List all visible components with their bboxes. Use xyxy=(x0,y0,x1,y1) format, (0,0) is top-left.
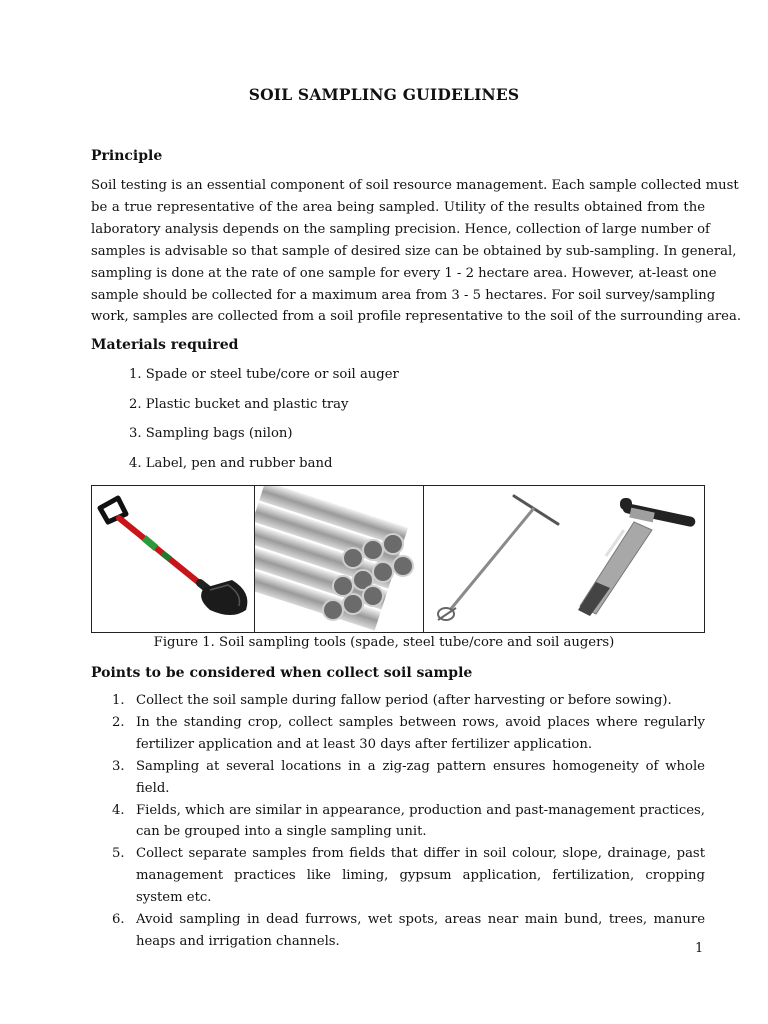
materials-heading: Materials required xyxy=(91,337,239,353)
principle-line: samples is advisable so that sample of desired size can be obtained by sub-sampling. In general, xyxy=(91,243,737,259)
list-item-text: Fields, which are similar in appearance, production and past-management practices, can be grouped into a single sampling unit. xyxy=(136,802,705,840)
figure-caption: Figure 1. Soil sampling tools (spade, steel tube/core and soil augers) xyxy=(153,635,615,650)
steel-tubes-image xyxy=(255,486,424,632)
list-item-number: 4. xyxy=(112,802,125,818)
materials-item: 1. Spade or steel tube/core or soil auger xyxy=(129,367,399,382)
principle-line: sample should be collected for a maximum area from 3 - 5 hectares. For soil survey/sampling xyxy=(91,287,716,303)
list-item xyxy=(91,909,705,953)
principle-line: Soil testing is an essential component of soil resource management. Each sample collected must xyxy=(91,178,739,193)
soil-augers-image xyxy=(424,486,704,632)
materials-item: 2. Plastic bucket and plastic tray xyxy=(129,397,349,412)
list-item-text: Collect separate samples from fields that differ in soil colour, slope, drainage, past management practices like liming, gypsum application, fertilization, cropping system etc. xyxy=(136,846,705,906)
list-item-text: Sampling at several locations in a zig-zag pattern ensures homogeneity of whole field. xyxy=(136,758,705,796)
list-item-number: 3. xyxy=(112,758,125,774)
list-item-number: 2. xyxy=(112,714,125,730)
materials-item: 4. Label, pen and rubber band xyxy=(129,456,333,471)
list-item-text: In the standing crop, collect samples between rows, avoid places where regularly fertilizer application and at least 30 days after fertilizer application. xyxy=(136,714,705,752)
list-item xyxy=(91,800,705,844)
list-item-text: Collect the soil sample during fallow period (after harvesting or before sowing). xyxy=(136,693,672,708)
tools-figure xyxy=(91,485,705,633)
list-item-number: 1. xyxy=(112,693,125,708)
list-item-text: Avoid sampling in dead furrows, wet spots, areas near main bund, trees, manure heaps and irrigation channels. xyxy=(136,912,705,949)
materials-item: 3. Sampling bags (nilon) xyxy=(129,426,293,441)
list-item xyxy=(91,843,705,909)
principle-line: work, samples are collected from a soil profile representative to the soil of the surrounding area. xyxy=(91,309,742,325)
list-item-number: 6. xyxy=(112,912,125,928)
principle-line: laboratory analysis depends on the sampling precision. Hence, collection of large number of xyxy=(91,221,710,237)
list-item xyxy=(91,712,705,756)
list-item-number: 5. xyxy=(112,846,125,862)
principle-heading: Principle xyxy=(91,148,163,164)
page-number: 1 xyxy=(695,941,704,956)
list-item xyxy=(91,756,705,800)
principle-line: be a true representative of the area being sampled. Utility of the results obtained from the xyxy=(91,199,705,215)
points-heading: Points to be considered when collect soil sample xyxy=(91,665,473,681)
principle-paragraph xyxy=(91,175,742,328)
document-title: SOIL SAMPLING GUIDELINES xyxy=(248,85,520,104)
spade-image xyxy=(92,486,255,632)
points-list xyxy=(91,690,705,953)
principle-line: sampling is done at the rate of one sample for every 1 - 2 hectare area. However, at-least one xyxy=(91,265,717,281)
list-item xyxy=(91,690,705,712)
